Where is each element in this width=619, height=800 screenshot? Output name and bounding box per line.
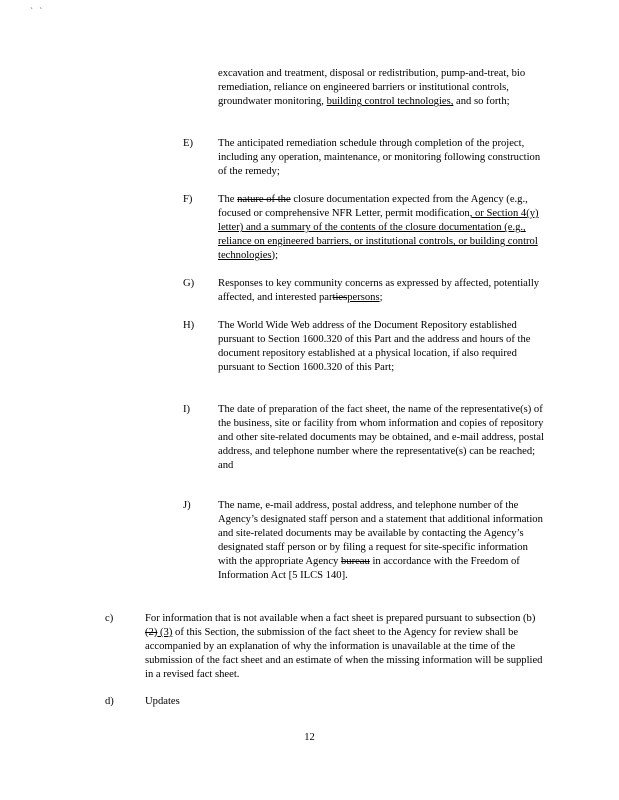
text-run: ; bbox=[379, 292, 383, 304]
deleted-text: bureau bbox=[340, 556, 370, 568]
inserted-text: (3) bbox=[157, 627, 173, 639]
inserted-text: building control technologies, bbox=[326, 96, 454, 108]
item-label: I) bbox=[183, 404, 191, 415]
item-text: The anticipated remediation schedule through completion of the project, including any operation, maintenance, or monitoring following construction of the remedy; bbox=[218, 138, 541, 178]
text-run: ); bbox=[271, 250, 279, 262]
subsection-text: Updates bbox=[145, 696, 180, 707]
inserted-text: , or Section 4(y) letter) and a summary of the contents of the closure documentation (e.g., reliance on engineered barriers, or institutional controls, or building control technologies bbox=[218, 208, 539, 262]
item-label: J) bbox=[183, 500, 191, 511]
corner-mark: ` ` bbox=[30, 6, 45, 16]
item-label: F) bbox=[183, 194, 193, 205]
page-number: 12 bbox=[304, 732, 315, 743]
continued-paragraph bbox=[218, 67, 548, 109]
inserted-text: persons bbox=[347, 292, 380, 304]
item-label: G) bbox=[183, 278, 195, 289]
text-run: of this Section, the submission of the fact sheet to the Agency for review shall be accompanied by an explanation of why the information is unavailable at the time of the submission of the fact sheet and an estimate of when the missing information will be supplied in a revised fact sheet. bbox=[145, 627, 543, 681]
item-text bbox=[218, 499, 548, 584]
deleted-text: nature of the bbox=[237, 194, 291, 205]
text-run: in accordance with the Freedom of Information Act [5 ILCS 140]. bbox=[218, 556, 520, 582]
text-run: Responses to key community concerns as expressed by affected, potentially affected, and interested par bbox=[218, 278, 540, 304]
subsection-label: c) bbox=[105, 613, 114, 624]
deleted-text: ties bbox=[332, 292, 348, 304]
text-run: The bbox=[218, 194, 238, 205]
item-text: The World Wide Web address of the Document Repository established pursuant to Section 1600.320 of this Part and the address and hours of the document repository established at a physical location, if also required pursuant to Section 1600.320 of this Part; bbox=[218, 320, 531, 374]
item-text bbox=[218, 193, 548, 263]
text-run: closure documentation expected from the Agency (e.g., focused or comprehensive NFR Letter, permit modification bbox=[218, 194, 528, 220]
continued-text: excavation and treatment, disposal or redistribution, pump-and-treat, bio remediation, reliance on engineered barriers or institutional controls, groundwater monitoring, bbox=[218, 68, 526, 108]
subsection-text bbox=[145, 612, 545, 682]
item-text: The date of preparation of the fact sheet, the name of the representative(s) of the business, site or facility from whom information and copies of repository and other site-related documents may be obtained, and e-mail address, postal address, and telephone number where the representative(s) can be reached; and bbox=[218, 404, 544, 472]
continued-text-end: and so forth; bbox=[453, 96, 510, 108]
item-text bbox=[218, 277, 548, 305]
subsection-label: d) bbox=[105, 696, 114, 707]
item-label: E) bbox=[183, 138, 193, 149]
text-run: The name, e-mail address, postal address, and telephone number of the Agency’s designated staff person and a statement that additional information and site-related documents may be available by contacting the Agency’s designated staff person or by filing a request for site-specific information with the appropriate Agency bbox=[218, 500, 543, 568]
text-run: For information that is not available when a fact sheet is prepared pursuant to subsection (b) bbox=[145, 613, 536, 624]
item-label: H) bbox=[183, 320, 195, 331]
deleted-text: (2) bbox=[145, 627, 158, 639]
